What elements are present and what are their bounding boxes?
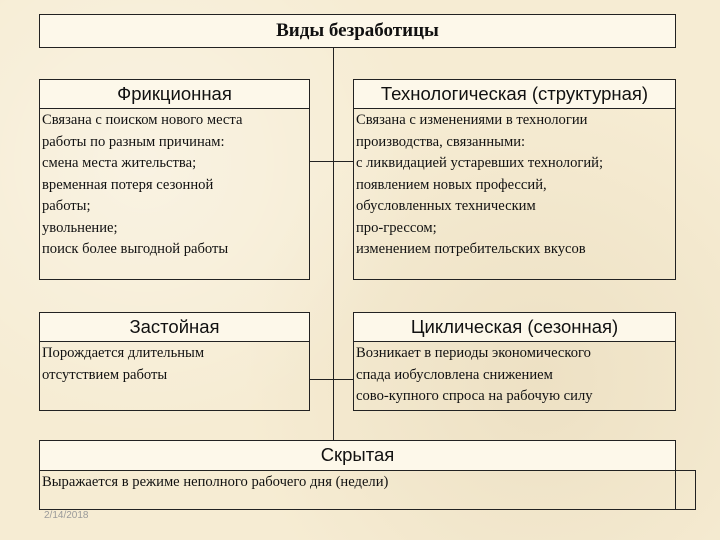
text-line: про-грессом; [356, 219, 437, 236]
text-line: поиск более выгодной работы [42, 241, 229, 257]
text-line: появлением новых профессий, [356, 176, 547, 193]
connector-hidden-right-hb [676, 509, 696, 510]
text-line: изменением потребительских вкусов [356, 241, 586, 257]
technological-heading: Технологическая (структурная) [353, 79, 676, 109]
text-line: спада иобусловлена снижением [356, 366, 553, 383]
text-line: Связана с изменениями в технологии [356, 112, 588, 128]
frictional-heading: Фрикционная [39, 79, 310, 109]
text-line: Порождается длительным [42, 345, 205, 361]
text-line: временная потеря сезонной [42, 176, 214, 193]
text-line: обусловленных техническим [356, 198, 536, 214]
technological-description [353, 108, 676, 280]
text-line: работы по разным причинам: [42, 133, 225, 150]
text-line: производства, связанными: [356, 133, 526, 150]
cyclical-heading: Циклическая (сезонная) [353, 312, 676, 342]
hidden-heading: Скрытая [39, 440, 676, 471]
hidden-description [39, 470, 676, 510]
text-line: сово-купного спроса на рабочую силу [356, 388, 593, 404]
text-line: смена места жительства; [42, 155, 197, 171]
cyclical-description [353, 341, 676, 411]
frictional-description [39, 108, 310, 280]
stagnant-description [39, 341, 310, 411]
text-line: Выражается в режиме неполного рабочего дня (недели) [42, 474, 389, 490]
text-line: работы; [42, 198, 91, 214]
connector-hidden-right-v [695, 470, 696, 510]
footer-date: 2/14/2018 [44, 510, 89, 521]
text-line: отсутствием работы [42, 366, 168, 383]
connector-vertical-main [333, 48, 334, 440]
text-line: увольнение; [42, 219, 118, 236]
text-line: Возникает в периоды экономического [356, 345, 591, 361]
diagram-title: Виды безработицы [39, 14, 676, 48]
connector-row2-horizontal [310, 379, 353, 380]
text-line: Связана с поиском нового места [42, 112, 243, 128]
connector-hidden-right-h [676, 470, 696, 471]
text-line: с ликвидацией устаревших технологий; [356, 155, 604, 171]
stagnant-heading: Застойная [39, 312, 310, 342]
connector-row1-horizontal [310, 161, 353, 162]
